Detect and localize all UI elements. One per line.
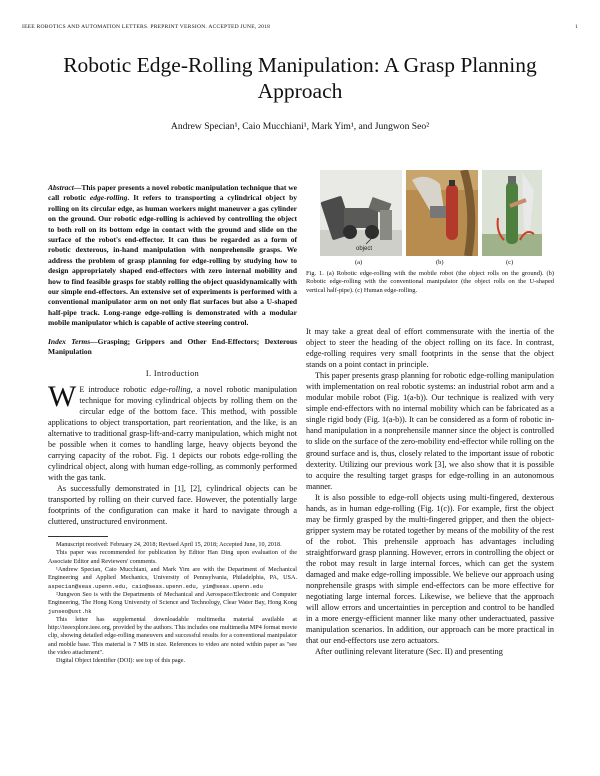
figure-1-images xyxy=(306,170,554,267)
affiliation-2-email: junseo@ust.hk xyxy=(48,607,92,615)
photo-human-edge-rolling xyxy=(482,170,542,256)
footnote-affiliation-2 xyxy=(48,591,297,616)
index-terms xyxy=(48,337,297,358)
footnote-affiliation-1 xyxy=(48,566,297,591)
footnote-rule xyxy=(48,536,108,537)
right-paragraph-1: It may take a great deal of effort commensurate with the inertia of the object to steer the heading of the object rolling on its face. In contrast, edge-rolling requires very small footprints in the sense that the object stands on a point contact in principle. xyxy=(306,327,554,370)
photo-manipulator-graphic xyxy=(406,170,478,256)
photo-human-graphic xyxy=(482,170,542,256)
footnotes xyxy=(48,541,297,665)
abstract-text-cont: . It refers to transporting a cylindrical object by rolling on its circular edge, as human workers might maneuver a gas cylinder on the ground. Our robotic edge-rolling is achieved by controlling the object to both roll on its bottom edge in contact with the ground and slide on the surface of the robot's end-effector. It can thus be regarded as a form of robotic dexterous, in-hand manipulation with nonprehensile grasps. We address the problem of grasp planning for edge-rolling by studying how to design appropriately shaped end-effectors with zero internal mobility and how to find feasible grasps for stably rolling the object quasidynamically with our simple end-effectors. An extensive set of experiments is performed with a conventional manipulator arm on not only flat surfaces but also a U-shaped half-pipe track. Long-range edge-rolling is demonstrated with a modular mobile manipulator which is capable of active steering control. xyxy=(48,193,297,328)
abstract-emphasis: edge-rolling xyxy=(89,193,128,203)
subfigure-label-a: (a) xyxy=(355,259,363,266)
photo-mobile-robot-graphic xyxy=(320,170,402,256)
right-paragraph-2: This paper presents grasp planning for robotic edge-rolling manipulation with implementation on real robotic systems: an industrial robot arm and a modular mobile robot (Fig. 1(a-b)). Our technique is realized with very simple end-effectors with no internal mobility which can be fabricated as a single rigid body (Fig. 1(a-b)). It can be considered as a form of robotic in-hand manipulation in a nonprehensile manner since the object is controlled to slide on the surface of the zero-mobility end-effector while rolling on the ground surface and is, thus, closely related to the important issue of robotic dexterity. Utilizing our previous work [3], we also show that it is possible to acquire the resulting target grasps for edge-rolling in an autonomous manner. xyxy=(306,371,554,491)
subfigure-label-b: (b) xyxy=(436,259,444,266)
photo-manipulator xyxy=(406,170,478,256)
abstract-lead: Abstract— xyxy=(48,183,82,192)
footnote-received: Manuscript received: February 24, 2018; Revised April 15, 2018; Accepted June, 10, 2018. xyxy=(56,541,282,549)
object-label: object xyxy=(356,246,373,252)
footnote-supplement: This letter has supplemental downloadable multimedia material available at http://ieeexplore.ieee.org, provided by the authors. This includes one multimedia MP4 format movie clip, showing detailed edge-rolling maneuvers and successful results for a conventional manipulator and mobile base. This material is 7 MB in size. References to video are noted within paper as "see the video attachment". xyxy=(48,615,297,657)
abstract xyxy=(48,183,297,329)
journal-line: IEEE ROBOTICS AND AUTOMATION LETTERS. PREPRINT VERSION. ACCEPTED JUNE, 2018 xyxy=(22,24,271,30)
affiliation-1-emails: aspecian@seas.upenn.edu, caio@seas.upenn.edu, yim@seas.upenn.edu xyxy=(48,582,263,590)
footnote-recommended: This paper was recommended for publication by Editor Han Ding upon evaluation of the Associate Editor and Reviewers' comments. xyxy=(48,549,297,565)
affiliation-2-text: ²Jungwon Seo is with the Departments of Mechanical and Aerospace/Electronic and Computer Engineering, The Hong Kong University of Science and Technology, Clear Water Bay, Hong Kong xyxy=(48,590,297,607)
intro-p1-start: E introduce robotic xyxy=(79,384,151,394)
index-terms-text: —Grasping; Grippers and Other End-Effectors; Dexterous Manipulation xyxy=(48,336,297,357)
right-paragraph-4: After outlining relevant literature (Sec. II) and presenting xyxy=(315,647,503,657)
intro-paragraph-2: As successfully demonstrated in [1], [2], cylindrical objects can be transported by rolling on their curved face. However, the potentially large footprints of the configuration can make it hard to navigate through a cluttered, unstructured environment. xyxy=(48,483,297,527)
abstract-text: This paper presents a novel robotic manipulation technique that we call robotic xyxy=(48,183,297,203)
intro-paragraph-1 xyxy=(48,379,297,483)
intro-emphasis: edge-rolling xyxy=(150,384,191,394)
author-list: Andrew Specian¹, Caio Mucchiani¹, Mark Yim¹, and Jungwon Seo² xyxy=(170,121,430,132)
section-heading-introduction: I. Introduction xyxy=(145,368,200,378)
footnote-doi: Digital Object Identifier (DOI): see top of this page. xyxy=(56,657,186,665)
figure-1-caption: Fig. 1. (a) Robotic edge-rolling with the mobile robot (the object rolls on the ground). (b) Robotic edge-rolling with the conventional manipulator (the object rolls on the U-shaped vertical half-pipe). (c) Human edge-rolling. xyxy=(306,270,554,294)
left-column xyxy=(48,183,297,666)
right-paragraph-3: It is also possible to edge-roll objects using multi-fingered, dexterous hands, as in human edge-rolling (Fig. 1(c)). For example, first the object may be firmly grasped by the multi-fingered gripper, and then the object-gripper system may be rotated together by means of the mobility of the rest of the robot. This prehensile approach has advantages including straightforward grasp planning. However, errors in controlling the object or the robot may result in large internal forces, which can get the system damaged and make edge-rolling impossible. We believe our approach using nonprehensile grasps with simple end-effectors can be more effective for negotiating large internal forces. Likewise, we believe that the approach will allow errors and uncertainties in perception and control to be handled in a more energy-efficient manner like many other underactuated, passive manipulation scenarios. In addition, our approach can be more practical in that our end-effectors use zero actuators. xyxy=(306,492,554,646)
running-header xyxy=(22,24,578,30)
page-number: 1 xyxy=(575,24,578,30)
index-terms-lead: Index Terms xyxy=(48,336,91,346)
intro-p1-rest: , a novel robotic manipulation technique for moving cylindrical objects by rolling them on the circular edge of the bottom face. This method, with possible applications to object transportation, part reorientation, and the like, is an alternative to traditional grasp-lift-and-carry manipulation, which might not be possible when it comes to handling large, heavy objects beyond the carrying capacity of the robot. Fig. 1 depicts our robots edge-rolling the cylindrical object, along with human edge-rolling, as commonly performed with the gas tank. xyxy=(48,384,297,482)
affiliation-1-text: ¹Andrew Specian, Caio Mucchiani, and Mark Yim are with the Department of Mechanical Engineering and Applied Mechanics, University of Pennsylvania, Philadelphia, PA, USA. xyxy=(48,566,297,582)
dropcap-letter: W xyxy=(48,379,77,413)
figure-1 xyxy=(306,170,554,295)
subfigure-label-c: (c) xyxy=(506,259,514,266)
photo-mobile-robot xyxy=(320,170,402,256)
paper-title: Robotic Edge-Rolling Manipulation: A Grasp Planning Approach xyxy=(63,53,537,103)
right-column xyxy=(306,326,554,657)
